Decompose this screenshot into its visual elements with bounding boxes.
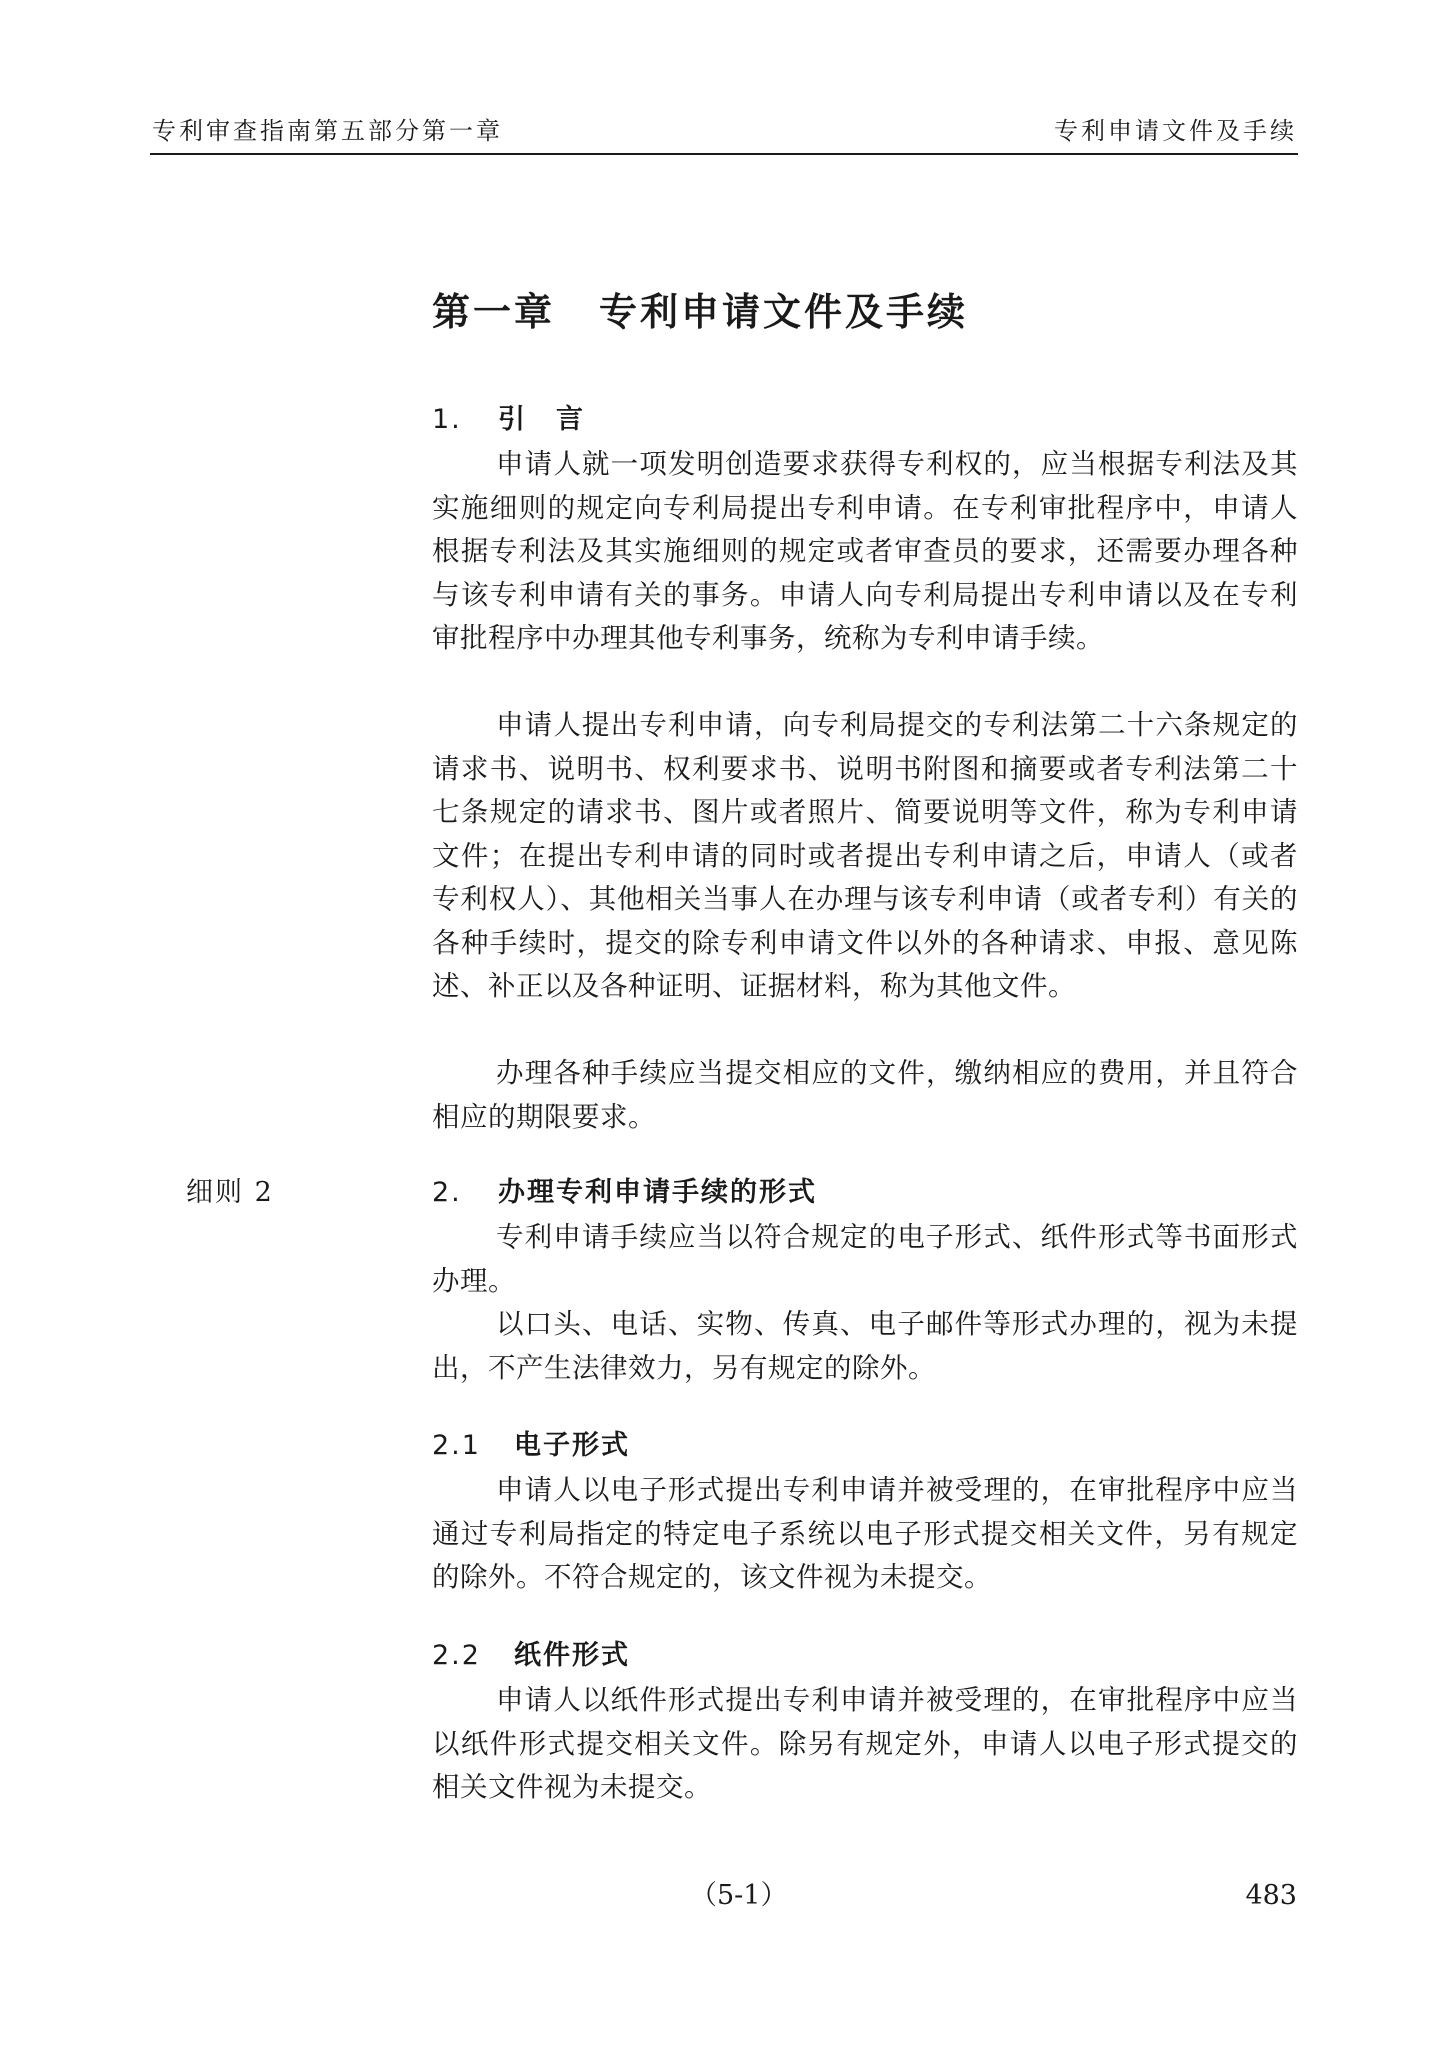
section-number: 2.2 <box>432 1640 481 1671</box>
running-header-left: 专利审查指南第五部分第一章 <box>152 117 503 145</box>
chapter-name: 专利申请文件及手续 <box>599 290 969 334</box>
section-title: 办理专利申请手续的形式 <box>498 1177 817 1208</box>
margin-note: 细则 2 <box>186 1177 274 1208</box>
paragraph: 申请人以纸件形式提出专利申请并被受理的，在审批程序中应当以纸件形式提交相关文件。除另有规定外，申请人以电子形式提交的相关文件视为未提交。 <box>432 1684 1298 1803</box>
paragraph: 申请人提出专利申请，向专利局提交的专利法第二十六条规定的请求书、说明书、权利要求书、说明书附图和摘要或者专利法第二十七条规定的请求书、图片或者照片、简要说明等文件，称为专利申请文件；在提出专利申请的同时或者提出专利申请之后，申请人（或者专利权人）、其他相关当事人在办理与该专利申请（或者专利）有关的各种手续时，提交的除专利申请文件以外的各种请求、申报、意见陈述、补正以及各种证明、证据材料，称为其他文件。 <box>432 709 1298 1002</box>
running-header-right: 专利申请文件及手续 <box>1054 117 1297 145</box>
footer-section-ref: （5-1） <box>690 1880 788 1911</box>
paragraph: 申请人就一项发明创造要求获得专利权的，应当根据专利法及其实施细则的规定向专利局提出专利申请。在专利审批程序中，申请人根据专利法及其实施细则的规定或者审查员的要求，还需要办理各种与该专利申请有关的事务。申请人向专利局提出专利申请以及在专利审批程序中办理其他专利事务，统称为专利申请手续。 <box>432 448 1298 654</box>
paragraph: 专利申请手续应当以符合规定的电子形式、纸件形式等书面形式办理。 <box>432 1221 1298 1297</box>
section-number: 1. <box>432 404 462 435</box>
paragraph: 办理各种手续应当提交相应的文件，缴纳相应的费用，并且符合相应的期限要求。 <box>432 1057 1298 1133</box>
section-title: 电子形式 <box>514 1430 630 1461</box>
header-rule <box>150 153 1298 155</box>
section-title: 纸件形式 <box>514 1640 630 1671</box>
chapter-title <box>432 286 968 338</box>
section-2-heading <box>432 1173 817 1213</box>
section-title: 引 言 <box>498 404 585 435</box>
section-number: 2. <box>432 1177 462 1208</box>
paragraph: 以口头、电话、实物、传真、电子邮件等形式办理的，视为未提出，不产生法律效力，另有规定的除外。 <box>432 1308 1298 1384</box>
section-number: 2.1 <box>432 1430 481 1461</box>
section-1-heading <box>432 400 585 440</box>
section-2-1-heading <box>432 1426 630 1466</box>
section-2-2-heading <box>432 1636 630 1676</box>
paragraph: 申请人以电子形式提出专利申请并被受理的，在审批程序中应当通过专利局指定的特定电子系统以电子形式提交相关文件，另有规定的除外。不符合规定的，该文件视为未提交。 <box>432 1474 1298 1593</box>
chapter-number: 第一章 <box>432 290 556 334</box>
page-number: 483 <box>1245 1880 1297 1911</box>
